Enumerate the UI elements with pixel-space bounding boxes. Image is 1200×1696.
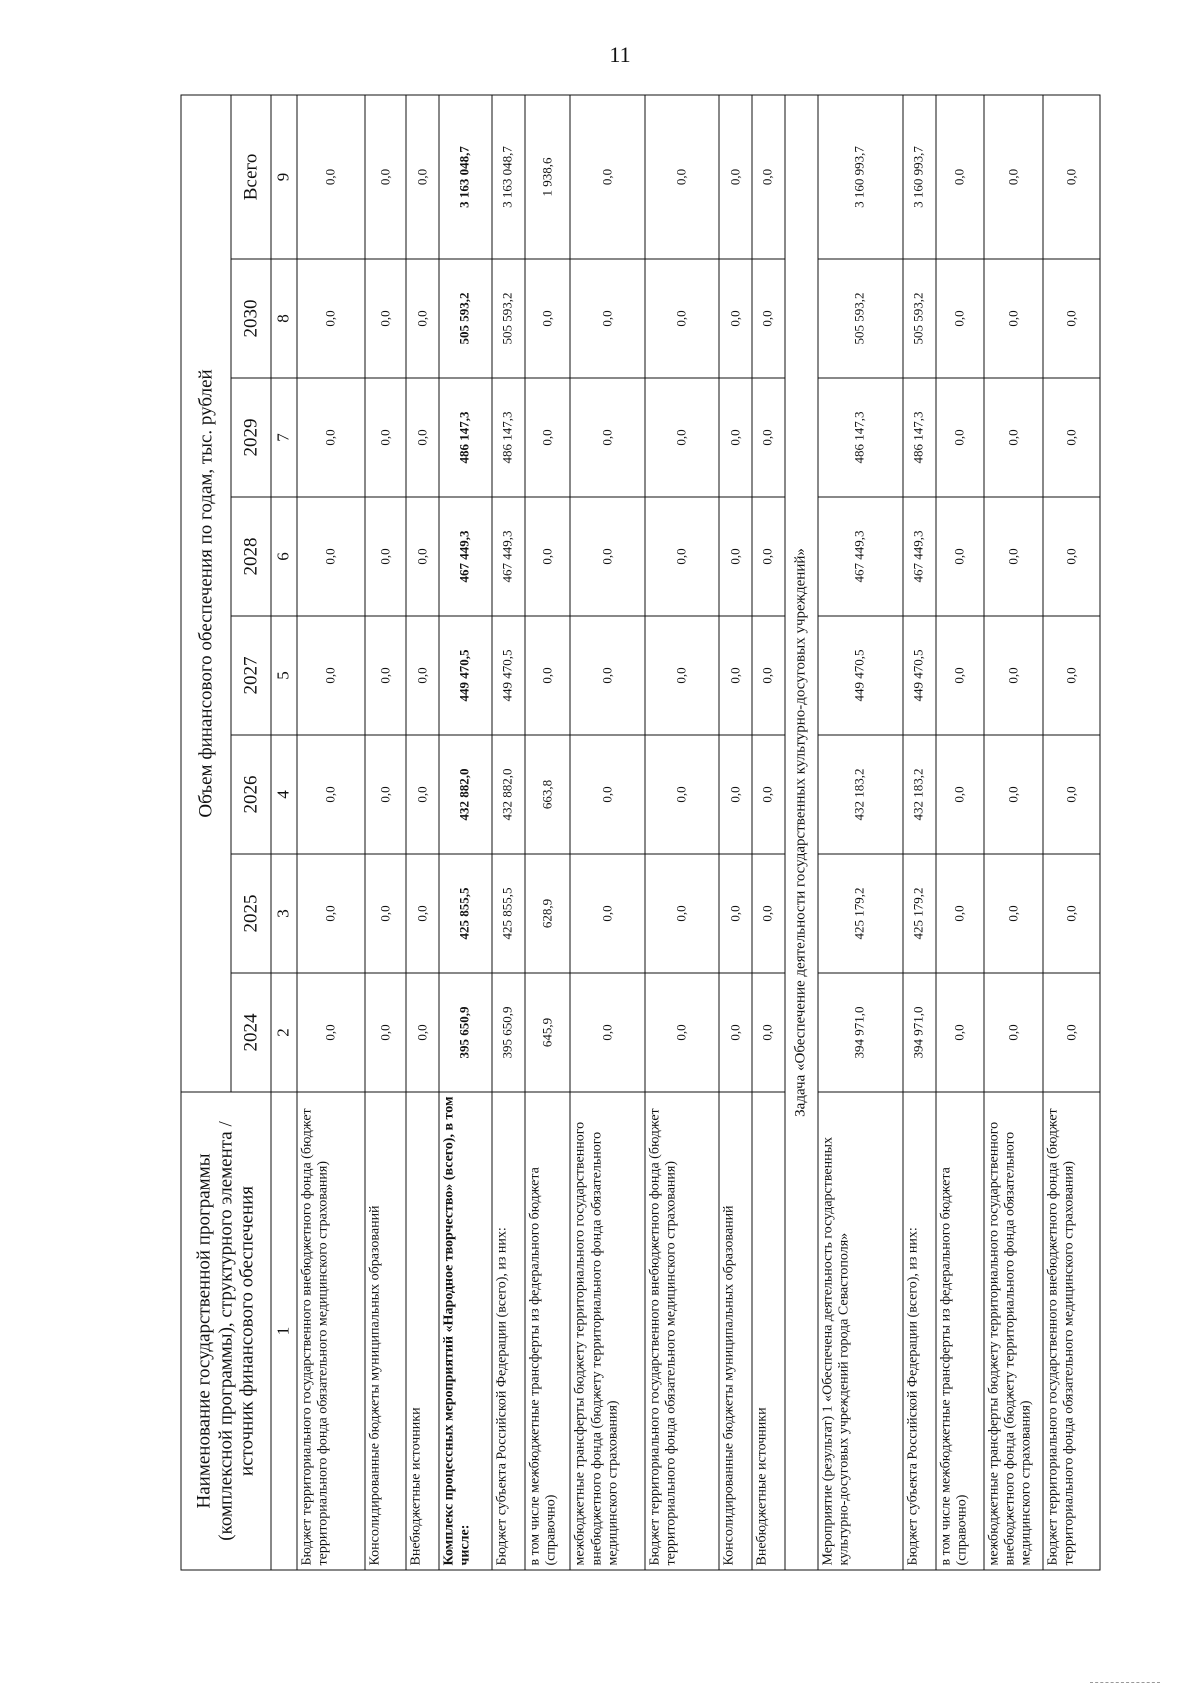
value-cell: 0,0 <box>984 973 1043 1092</box>
value-cell: 0,0 <box>719 497 752 616</box>
value-cell: 1 938,6 <box>525 95 571 259</box>
table-body <box>297 95 1100 1570</box>
column-number: 2 <box>271 973 297 1092</box>
value-cell: 0,0 <box>752 259 785 378</box>
value-cell: 0,0 <box>719 378 752 497</box>
value-cell: 0,0 <box>645 735 719 854</box>
value-cell: 3 160 993,7 <box>903 95 936 259</box>
value-cell: 0,0 <box>936 497 984 616</box>
table-row <box>936 95 984 1570</box>
year-header: 2029 <box>231 378 271 497</box>
row-label: межбюджетные трансферты бюджету территориального государственного внебюджетного фонда (бюджету территориального фонда обязательного медицинского страхования) <box>984 1092 1043 1570</box>
year-header: 2028 <box>231 497 271 616</box>
value-cell: 0,0 <box>752 378 785 497</box>
value-cell: 0,0 <box>570 854 644 973</box>
value-cell: 432 882,0 <box>439 735 492 854</box>
column-number: 6 <box>271 497 297 616</box>
value-cell: 0,0 <box>570 973 644 1092</box>
value-cell: 0,0 <box>752 616 785 735</box>
value-cell: 0,0 <box>719 259 752 378</box>
value-cell: 0,0 <box>936 616 984 735</box>
value-cell: 0,0 <box>984 616 1043 735</box>
value-cell: 628,9 <box>525 854 571 973</box>
year-header: 2026 <box>231 735 271 854</box>
value-cell: 0,0 <box>645 378 719 497</box>
value-cell: 0,0 <box>984 259 1043 378</box>
value-cell: 0,0 <box>525 259 571 378</box>
value-cell: 0,0 <box>525 378 571 497</box>
value-cell: 449 470,5 <box>818 616 903 735</box>
value-cell: 425 855,5 <box>492 854 525 973</box>
column-number: 3 <box>271 854 297 973</box>
value-cell: 0,0 <box>365 378 407 497</box>
year-header: Всего <box>231 95 271 259</box>
value-cell: 0,0 <box>406 378 439 497</box>
name-header: Наименование государственной программы (комплексной программы), структурного элемента / источник финансового обеспечения <box>181 1092 271 1570</box>
row-label: Консолидированные бюджеты муниципальных образований <box>365 1092 407 1570</box>
table-row <box>1043 95 1100 1570</box>
value-cell: 0,0 <box>645 95 719 259</box>
page-number: 11 <box>609 42 631 67</box>
value-cell: 505 593,2 <box>903 259 936 378</box>
value-cell: 0,0 <box>752 735 785 854</box>
scan-edge-mark <box>1090 1682 1160 1683</box>
value-cell: 0,0 <box>406 259 439 378</box>
value-cell: 0,0 <box>936 973 984 1092</box>
column-number: 9 <box>271 95 297 259</box>
table-row <box>818 95 903 1570</box>
value-cell: 0,0 <box>1043 973 1100 1092</box>
value-cell: 0,0 <box>297 973 365 1092</box>
value-cell: 394 971,0 <box>818 973 903 1092</box>
table-row <box>439 95 492 1570</box>
value-cell: 395 650,9 <box>439 973 492 1092</box>
value-cell: 449 470,5 <box>903 616 936 735</box>
value-cell: 0,0 <box>645 616 719 735</box>
value-cell: 0,0 <box>365 616 407 735</box>
value-cell: 0,0 <box>752 854 785 973</box>
value-cell: 467 449,3 <box>439 497 492 616</box>
value-cell: 467 449,3 <box>818 497 903 616</box>
value-cell: 0,0 <box>570 616 644 735</box>
value-cell: 0,0 <box>406 973 439 1092</box>
table-row <box>365 95 407 1570</box>
value-cell: 0,0 <box>936 95 984 259</box>
value-cell: 432 882,0 <box>492 735 525 854</box>
column-number: 5 <box>271 616 297 735</box>
value-cell: 0,0 <box>297 259 365 378</box>
value-cell: 0,0 <box>936 854 984 973</box>
table-row <box>406 95 439 1570</box>
value-cell: 449 470,5 <box>492 616 525 735</box>
value-cell: 0,0 <box>936 735 984 854</box>
row-label: Внебюджетные источники <box>752 1092 785 1570</box>
value-cell: 0,0 <box>406 497 439 616</box>
value-cell: 0,0 <box>297 497 365 616</box>
row-label: в том числе межбюджетные трансферты из федерального бюджета (справочно) <box>525 1092 571 1570</box>
row-label: Консолидированные бюджеты муниципальных образований <box>719 1092 752 1570</box>
value-cell: 0,0 <box>1043 497 1100 616</box>
row-label: Комплекс процессных мероприятий «Народное творчество» (всего), в том числе: <box>439 1092 492 1570</box>
value-cell: 0,0 <box>984 95 1043 259</box>
value-cell: 0,0 <box>719 854 752 973</box>
rotated-table-container <box>181 96 1101 1571</box>
value-cell: 0,0 <box>570 735 644 854</box>
financing-table <box>181 94 1101 1570</box>
value-cell: 0,0 <box>297 95 365 259</box>
value-cell: 486 147,3 <box>903 378 936 497</box>
value-cell: 0,0 <box>365 259 407 378</box>
value-cell: 0,0 <box>297 378 365 497</box>
value-cell: 505 593,2 <box>439 259 492 378</box>
value-cell: 0,0 <box>525 616 571 735</box>
value-cell: 0,0 <box>752 973 785 1092</box>
value-cell: 0,0 <box>1043 378 1100 497</box>
value-cell: 3 160 993,7 <box>818 95 903 259</box>
value-cell: 0,0 <box>752 497 785 616</box>
column-number-row <box>271 95 297 1570</box>
value-cell: 3 163 048,7 <box>492 95 525 259</box>
value-cell: 0,0 <box>570 259 644 378</box>
value-cell: 486 147,3 <box>439 378 492 497</box>
value-cell: 0,0 <box>1043 854 1100 973</box>
row-label: в том числе межбюджетные трансферты из федерального бюджета (справочно) <box>936 1092 984 1570</box>
value-cell: 432 183,2 <box>903 735 936 854</box>
value-cell: 394 971,0 <box>903 973 936 1092</box>
value-cell: 425 179,2 <box>818 854 903 973</box>
value-cell: 449 470,5 <box>439 616 492 735</box>
table-row <box>752 95 785 1570</box>
row-label: Внебюджетные источники <box>406 1092 439 1570</box>
table-row <box>570 95 644 1570</box>
table-row <box>719 95 752 1570</box>
value-cell: 0,0 <box>365 95 407 259</box>
value-cell: 0,0 <box>1043 735 1100 854</box>
value-cell: 0,0 <box>297 616 365 735</box>
value-cell: 505 593,2 <box>818 259 903 378</box>
value-cell: 425 179,2 <box>903 854 936 973</box>
row-label: Бюджет территориального государственного внебюджетного фонда (бюджет территориального фонда обязательного медицинского страхования) <box>1043 1092 1100 1570</box>
year-header: 2024 <box>231 973 271 1092</box>
value-cell: 467 449,3 <box>903 497 936 616</box>
task-title: Задача «Обеспечение деятельности государственных культурно-досуговых учреждений» <box>785 95 818 1570</box>
value-cell: 0,0 <box>406 95 439 259</box>
value-cell: 425 855,5 <box>439 854 492 973</box>
value-cell: 0,0 <box>406 854 439 973</box>
value-cell: 0,0 <box>936 378 984 497</box>
table-row <box>984 95 1043 1570</box>
value-cell: 0,0 <box>570 95 644 259</box>
year-header: 2027 <box>231 616 271 735</box>
value-cell: 0,0 <box>406 735 439 854</box>
row-label: Бюджет субъекта Российской Федерации (всего), из них: <box>903 1092 936 1570</box>
volume-header: Объем финансового обеспечения по годам, тыс. рублей <box>181 95 231 1092</box>
value-cell: 0,0 <box>719 616 752 735</box>
value-cell: 0,0 <box>752 95 785 259</box>
row-label: Мероприятие (результат) 1 «Обеспечена деятельность государственных культурно-досуговых учреждений города Севастополя» <box>818 1092 903 1570</box>
value-cell: 0,0 <box>719 735 752 854</box>
value-cell: 0,0 <box>1043 616 1100 735</box>
table-row <box>645 95 719 1570</box>
column-number: 8 <box>271 259 297 378</box>
value-cell: 0,0 <box>719 95 752 259</box>
row-label: Бюджет субъекта Российской Федерации (всего), из них: <box>492 1092 525 1570</box>
value-cell: 0,0 <box>984 497 1043 616</box>
row-label: Бюджет территориального государственного внебюджетного фонда (бюджет территориального фонда обязательного медицинского страхования) <box>297 1092 365 1570</box>
column-number: 4 <box>271 735 297 854</box>
table-row <box>492 95 525 1570</box>
value-cell: 0,0 <box>645 497 719 616</box>
table-row <box>297 95 365 1570</box>
value-cell: 0,0 <box>570 378 644 497</box>
value-cell: 0,0 <box>1043 259 1100 378</box>
value-cell: 505 593,2 <box>492 259 525 378</box>
value-cell: 0,0 <box>365 973 407 1092</box>
value-cell: 0,0 <box>645 854 719 973</box>
value-cell: 0,0 <box>525 497 571 616</box>
value-cell: 432 183,2 <box>818 735 903 854</box>
value-cell: 0,0 <box>936 259 984 378</box>
value-cell: 0,0 <box>365 735 407 854</box>
year-header: 2025 <box>231 854 271 973</box>
table-row <box>525 95 571 1570</box>
value-cell: 0,0 <box>297 854 365 973</box>
table-row <box>903 95 936 1570</box>
value-cell: 0,0 <box>984 378 1043 497</box>
row-label: Бюджет территориального государственного внебюджетного фонда (бюджет территориального фонда обязательного медицинского страхования) <box>645 1092 719 1570</box>
value-cell: 486 147,3 <box>492 378 525 497</box>
value-cell: 0,0 <box>406 616 439 735</box>
value-cell: 0,0 <box>984 735 1043 854</box>
value-cell: 0,0 <box>645 973 719 1092</box>
value-cell: 0,0 <box>984 854 1043 973</box>
row-label: межбюджетные трансферты бюджету территориального государственного внебюджетного фонда (бюджету территориального фонда обязательного медицинского страхования) <box>570 1092 644 1570</box>
value-cell: 0,0 <box>645 259 719 378</box>
year-header: 2030 <box>231 259 271 378</box>
value-cell: 395 650,9 <box>492 973 525 1092</box>
value-cell: 0,0 <box>719 973 752 1092</box>
value-cell: 663,8 <box>525 735 571 854</box>
value-cell: 0,0 <box>1043 95 1100 259</box>
value-cell: 0,0 <box>570 497 644 616</box>
task-row <box>785 95 818 1570</box>
value-cell: 0,0 <box>297 735 365 854</box>
value-cell: 0,0 <box>365 497 407 616</box>
value-cell: 467 449,3 <box>492 497 525 616</box>
value-cell: 0,0 <box>365 854 407 973</box>
column-number: 1 <box>271 1092 297 1570</box>
value-cell: 486 147,3 <box>818 378 903 497</box>
value-cell: 3 163 048,7 <box>439 95 492 259</box>
value-cell: 645,9 <box>525 973 571 1092</box>
column-number: 7 <box>271 378 297 497</box>
